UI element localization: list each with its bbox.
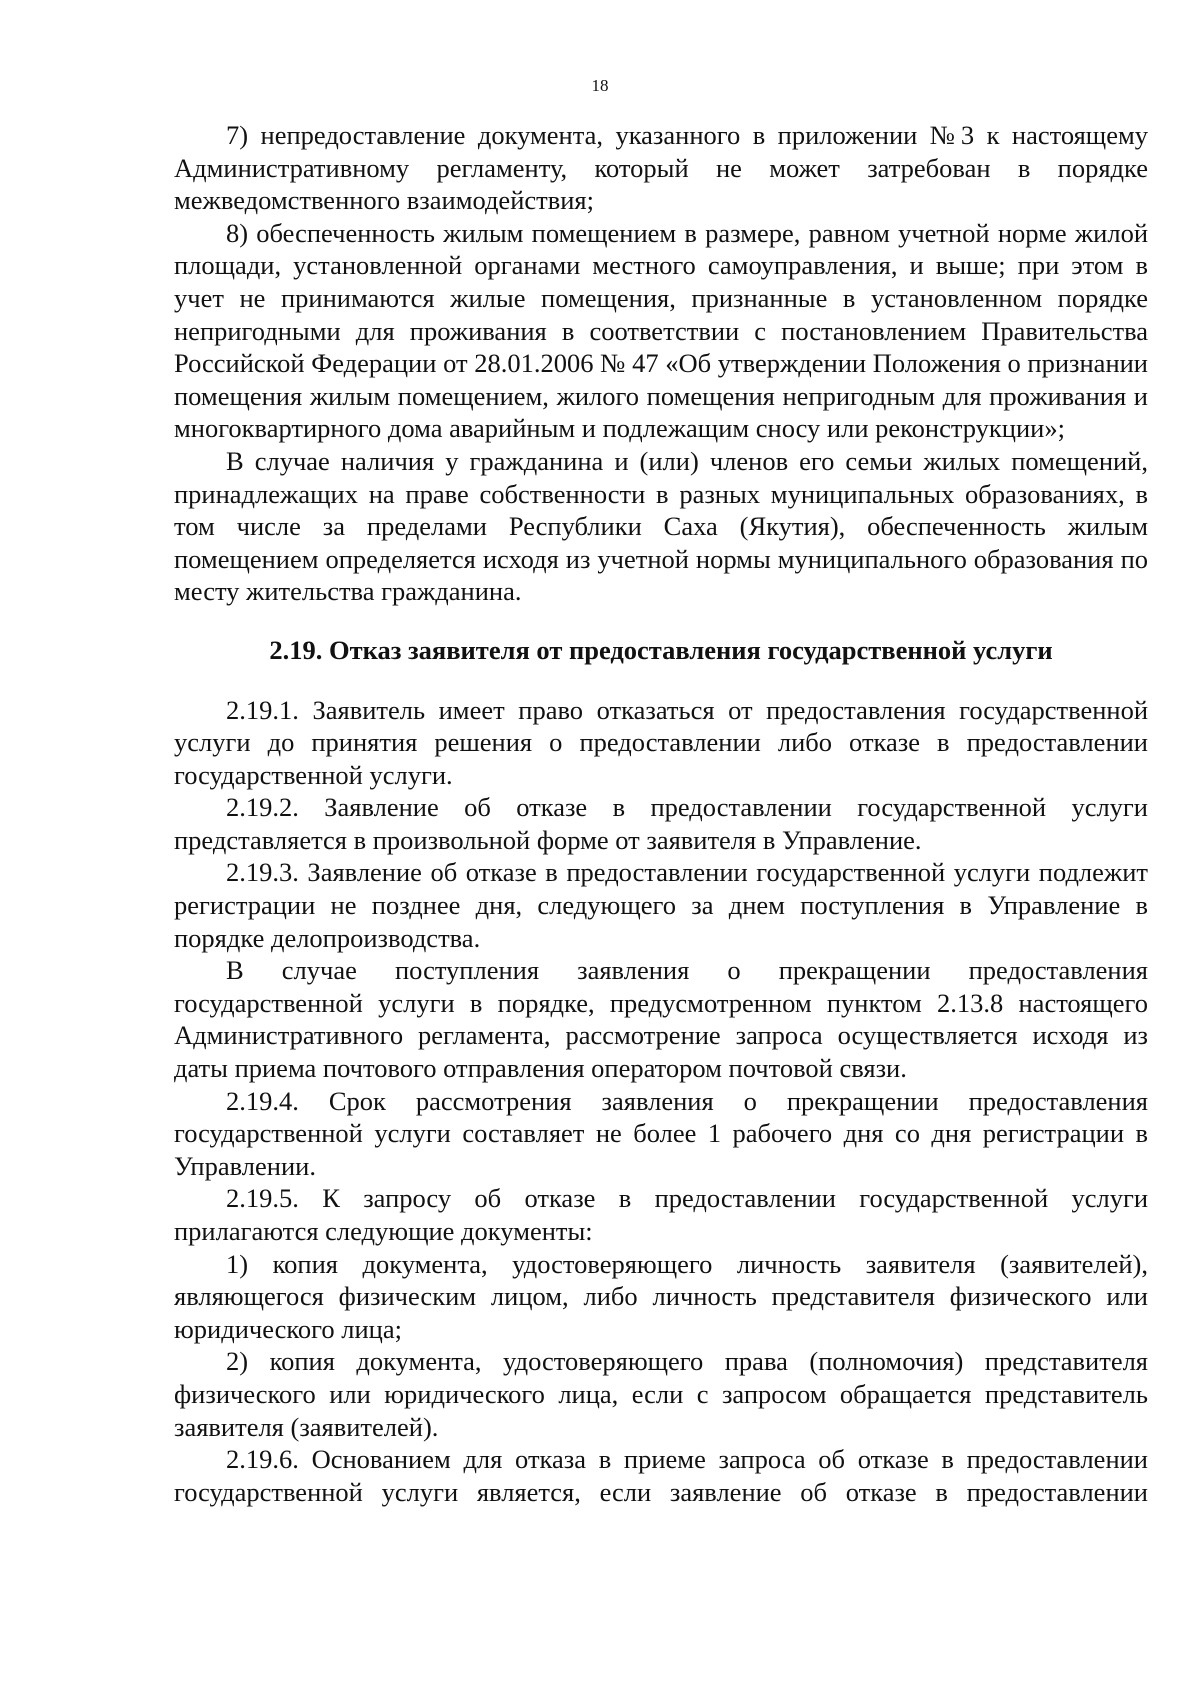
attachment-item-2: 2) копия документа, удостоверяющего права (полномочия) представителя физического или юридического лица, если с запросом обращается представитель заявителя (заявителей). bbox=[174, 1346, 1148, 1442]
clause-2-19-5: 2.19.5. К запросу об отказе в предоставлении государственной услуги прилагаются следующие документы: bbox=[174, 1183, 1148, 1246]
clause-2-19-1: 2.19.1. Заявитель имеет право отказаться от предоставления государственной услуги до принятия решения о предоставлении либо отказе в предоставлении государственной услуги. bbox=[174, 694, 1148, 790]
paragraph-ownership-note: В случае наличия у гражданина и (или) членов его семьи жилых помещений, принадлежащих на праве собственности в разных муниципальных образованиях, в том числе за пределами Республики Саха (Якутия), обеспеченность жилым помещением определяется исходя из учетной нормы муниципального образования по месту жительства гражданина. bbox=[174, 445, 1148, 607]
list-item-8: 8) обеспеченность жилым помещением в размере, равном учетной норме жилой площади, установленной органами местного самоуправления, и выше; при этом в учет не принимаются жилые помещения, признанные в установленном порядке непригодными для проживания в соответствии с постановлением Правительства Российской Федерации от 28.01.2006 № 47 «Об утверждении Положения о признании помещения жилым помещением, жилого помещения непригодным для проживания и многоквартирного дома аварийным и подлежащим сносу или реконструкции»; bbox=[174, 217, 1148, 444]
list-item-7: 7) непредоставление документа, указанного в приложении №3 к настоящему Административному регламенту, который не может затребован в порядке межведомственного взаимодействия; bbox=[174, 120, 1148, 216]
page-number: 18 bbox=[591, 76, 609, 95]
paragraph-postal-receipt: В случае поступления заявления о прекращении предоставления государственной услуги в порядке, предусмотренном пунктом 2.13.8 настоящего Административного регламента, рассмотрение запроса осуществляется исходя из даты приема почтового отправления оператором почтовой связи. bbox=[174, 955, 1148, 1084]
clause-2-19-3: 2.19.3. Заявление об отказе в предоставлении государственной услуги подлежит регистрации не позднее дня, следующего за днем поступления в Управление в порядке делопроизводства. bbox=[174, 857, 1148, 953]
clause-2-19-4: 2.19.4. Срок рассмотрения заявления о прекращении предоставления государственной услуги составляет не более 1 рабочего дня со дня регистрации в Управлении. bbox=[174, 1085, 1148, 1181]
clause-2-19-2: 2.19.2. Заявление об отказе в предоставлении государственной услуги представляется в произвольной форме от заявителя в Управление. bbox=[174, 792, 1148, 855]
section-heading: 2.19. Отказ заявителя от предоставления государственной услуги bbox=[269, 634, 1053, 665]
attachment-item-1: 1) копия документа, удостоверяющего личность заявителя (заявителей), являющегося физическим лицом, либо личность представителя физического или юридического лица; bbox=[174, 1248, 1148, 1344]
document-body bbox=[174, 119, 1148, 1508]
clause-2-19-6: 2.19.6. Основанием для отказа в приеме запроса об отказе в предоставлении государственной услуги является, если заявление об отказе в предоставлении bbox=[174, 1444, 1148, 1507]
